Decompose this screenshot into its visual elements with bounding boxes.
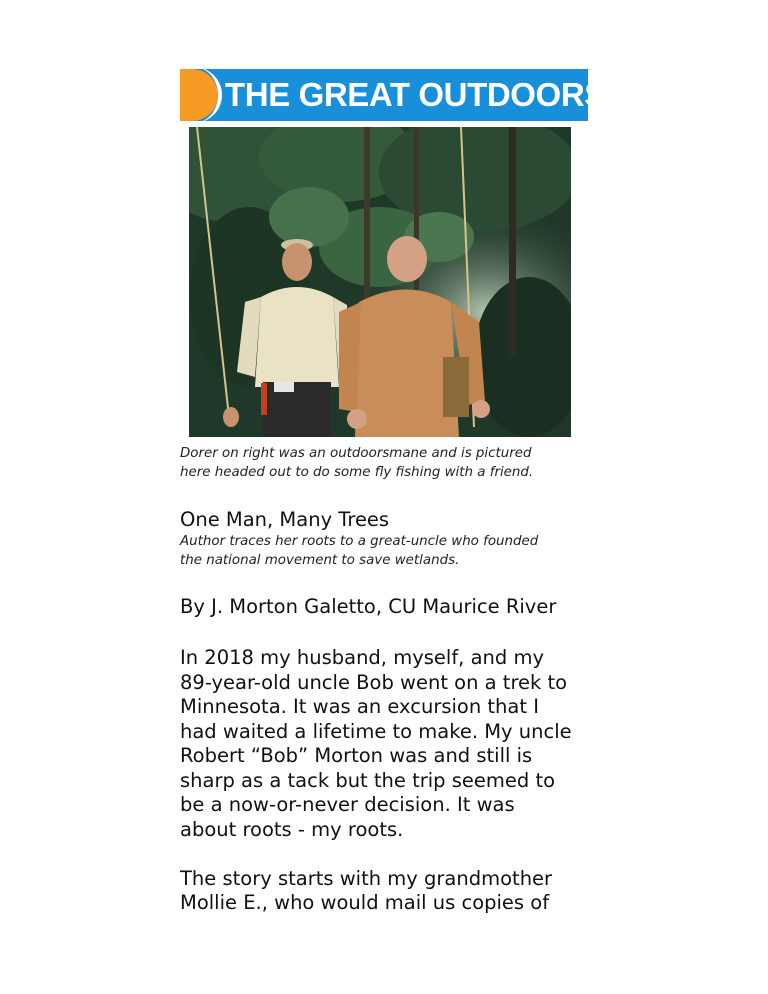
body-line: about roots - my roots. bbox=[180, 817, 404, 841]
deck-line: Author traces her roots to a great-uncle who founded bbox=[180, 534, 539, 549]
section-banner bbox=[180, 69, 606, 121]
body-line: be a now-or-never decision. It was bbox=[180, 793, 515, 816]
paragraph bbox=[180, 867, 620, 916]
article-headline: One Man, Many Trees bbox=[180, 508, 390, 531]
deck-line: the national movement to save wetlands. bbox=[180, 553, 460, 568]
article-body bbox=[180, 646, 620, 940]
article-deck bbox=[180, 532, 600, 570]
body-line: 89-year-old uncle Bob went on a trek to bbox=[180, 670, 568, 694]
photo-two-fishermen bbox=[189, 127, 571, 437]
body-line: sharp as a tack but the trip seemed to bbox=[180, 768, 556, 792]
caption-line: here headed out to do some fly fishing with a friend. bbox=[180, 465, 534, 480]
banner-title: THE GREAT OUTDOORS bbox=[225, 76, 606, 113]
body-line: Mollie E., who would mail us copies of bbox=[180, 891, 550, 914]
caption-line: Dorer on right was an outdoorsmane and is pictured bbox=[180, 446, 532, 461]
photo-caption bbox=[180, 444, 600, 482]
body-line: In 2018 my husband, myself, and my bbox=[180, 646, 544, 669]
paragraph bbox=[180, 646, 620, 842]
body-line: Minnesota. It was an excursion that I bbox=[180, 695, 539, 718]
body-line: Robert “Bob” Morton was and still is bbox=[180, 744, 533, 767]
body-line: had waited a lifetime to make. My uncle bbox=[180, 719, 572, 743]
article-byline: By J. Morton Galetto, CU Maurice River bbox=[180, 595, 557, 618]
body-line: The story starts with my grandmother bbox=[180, 866, 553, 890]
